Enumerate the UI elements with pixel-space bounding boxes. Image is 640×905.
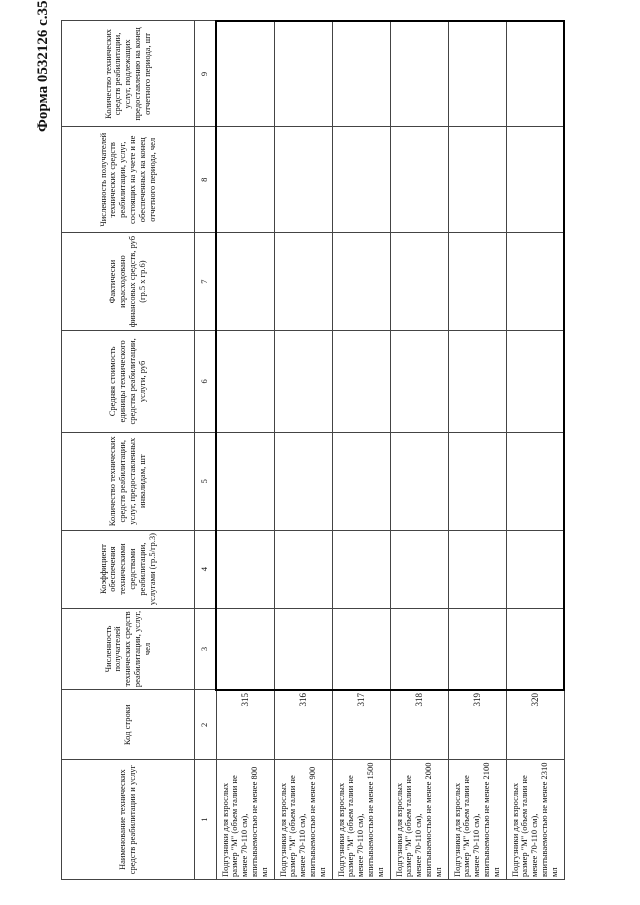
report-table [61,20,565,880]
input-cell[interactable] [448,608,506,690]
input-cell[interactable] [448,21,506,127]
input-cell[interactable] [390,330,448,432]
input-cell[interactable] [390,21,448,127]
column-header: Средняя стоимость единицы технического средства реабилитации, услуги, руб [62,330,195,432]
input-cell[interactable] [506,127,564,233]
input-cell[interactable] [332,233,390,331]
column-header: Количество технических средств реабилитации, услуг, подлежащих предоставлению на конец отчетного периода, шт [62,21,195,127]
input-cell[interactable] [274,21,332,127]
row-code: 319 [448,690,506,760]
row-code: 316 [274,690,332,760]
column-number: 9 [195,21,217,127]
column-number: 1 [195,760,217,880]
table-row [506,21,564,880]
column-number-row [195,21,217,880]
row-code: 315 [216,690,274,760]
row-name: Подгузники для взрослых размер "М" (объем талии не менее 70-110 см), впитываемостью не менее 800 мл [216,760,274,880]
row-name: Подгузники для взрослых размер "М" (объем талии не менее 70-110 см), впитываемостью не менее 2000 мл [390,760,448,880]
rotated-form [35,0,605,880]
column-number: 2 [195,690,217,760]
input-cell[interactable] [216,233,274,331]
input-cell[interactable] [390,608,448,690]
input-cell[interactable] [332,432,390,530]
input-cell[interactable] [390,432,448,530]
form-label: Форма 0532126 с.35 [35,0,51,132]
input-cell[interactable] [448,233,506,331]
input-cell[interactable] [274,330,332,432]
input-cell[interactable] [506,330,564,432]
row-code: 318 [390,690,448,760]
input-cell[interactable] [216,432,274,530]
column-header: Коэффициент обеспечения техническими средствами реабилитации, услугами (гр.5/гр.3) [62,530,195,608]
input-cell[interactable] [332,21,390,127]
column-number: 3 [195,608,217,690]
input-cell[interactable] [332,127,390,233]
input-cell[interactable] [390,233,448,331]
input-cell[interactable] [332,530,390,608]
input-cell[interactable] [448,127,506,233]
row-name: Подгузники для взрослых размер "М" (объем талии не менее 70-110 см), впитываемостью не менее 900 мл [274,760,332,880]
column-number: 6 [195,330,217,432]
table-row [216,21,274,880]
input-cell[interactable] [274,530,332,608]
row-code: 317 [332,690,390,760]
column-number: 5 [195,432,217,530]
input-cell[interactable] [448,530,506,608]
column-header: Численность получателей технических средств реабилитации, услуг, чел [62,608,195,690]
row-name: Подгузники для взрослых размер "М" (объем талии не менее 70-110 см), впитываемостью не менее 2100 мл [448,760,506,880]
input-cell[interactable] [332,608,390,690]
input-cell[interactable] [332,330,390,432]
input-cell[interactable] [216,21,274,127]
column-number: 4 [195,530,217,608]
row-name: Подгузники для взрослых размер "М" (объем талии не менее 70-110 см), впитываемостью не менее 2310 мл [506,760,564,880]
input-cell[interactable] [216,530,274,608]
input-cell[interactable] [274,608,332,690]
column-number: 7 [195,233,217,331]
input-cell[interactable] [274,432,332,530]
input-cell[interactable] [506,432,564,530]
input-cell[interactable] [274,233,332,331]
input-cell[interactable] [506,530,564,608]
input-cell[interactable] [390,127,448,233]
input-cell[interactable] [448,330,506,432]
input-cell[interactable] [448,432,506,530]
input-cell[interactable] [506,608,564,690]
row-code: 320 [506,690,564,760]
table-row [390,21,448,880]
input-cell[interactable] [506,233,564,331]
header-row [62,21,195,880]
column-number: 8 [195,127,217,233]
row-name: Подгузники для взрослых размер "М" (объем талии не менее 70-110 см), впитываемостью не менее 1500 мл [332,760,390,880]
column-header: Количество технических средств реабилитации, услуг, предоставленных инвалидам, шт [62,432,195,530]
table-row [274,21,332,880]
column-header: Фактически израсходовано финансовых средств, руб (гр.5 х гр.6) [62,233,195,331]
table-row [448,21,506,880]
input-cell[interactable] [506,21,564,127]
column-header: Численность получателей технических средств реабилитации, услуг, состоящих на учете и не обеспеченных на конец отчетного периода, чел [62,127,195,233]
input-cell[interactable] [216,330,274,432]
input-cell[interactable] [216,127,274,233]
column-header: Код строки [62,690,195,760]
table-row [332,21,390,880]
input-cell[interactable] [390,530,448,608]
input-cell[interactable] [274,127,332,233]
column-header: Наименование технических средств реабилитации и услуг [62,760,195,880]
input-cell[interactable] [216,608,274,690]
